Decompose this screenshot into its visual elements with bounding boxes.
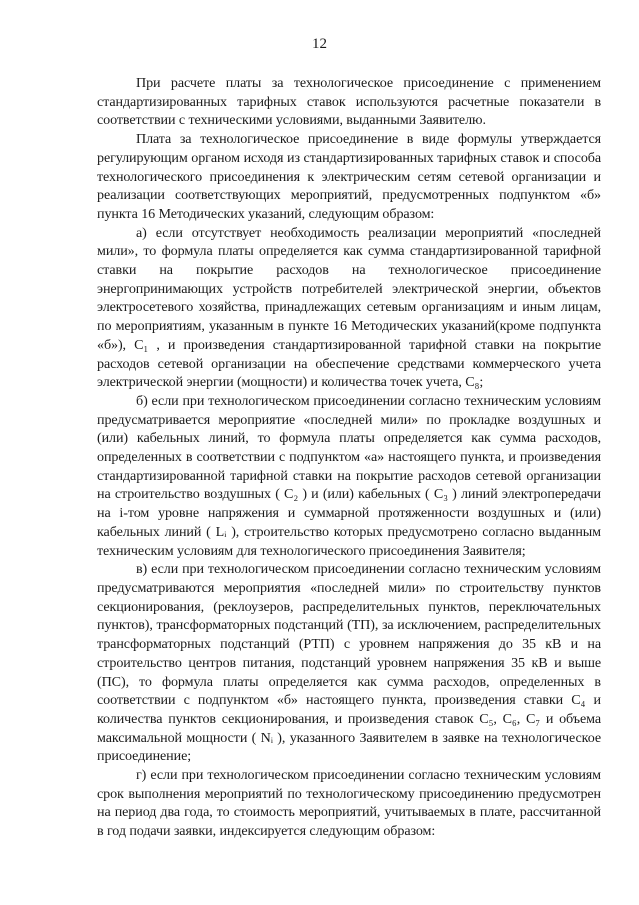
- document-body: [97, 74, 601, 841]
- paragraph-item-g: г) если при технологическом присоединении согласно техническим условиям срок выполнения мероприятий по технологическому присоединению предусмотрен на период два года, то стоимость мероприятий, учитываемых в плате, рассчитанной в год подачи заявки, индексируется следующим образом:: [97, 767, 601, 840]
- paragraph-item-a: а) если отсутствует необходимость реализации мероприятий «последней мили», то формула платы определяется как сумма стандартизированной тарифной ставки на покрытие расходов на технологическое присоединение энергопринимающих устройств потребителей электрической энергии, объектов электросетевого хозяйства, принадлежащих сетевым организациям и иным лицам, по мероприятиям, указанным в пункте 16 Методических указаний(кроме подпункта «б»), C₁ , и произведения стандартизированной тарифной ставки на покрытие расходов сетевой организации на обеспечение средствами коммерческого учета электрической энергии (мощности) и количества точек учета, C₈;: [97, 224, 601, 391]
- paragraph-intro: При расчете платы за технологическое присоединение с применением стандартизированных тарифных ставок используются расчетные показатели в соответствии с техническими условиями, выданными Заявителю.: [97, 75, 601, 129]
- page-number: 12: [312, 36, 327, 52]
- paragraph-item-b: б) если при технологическом присоединении согласно техническим условиям предусматривается мероприятие «последней мили» по прокладке воздушных и (или) кабельных линий, то формула платы определяется как сумма расходов, определенных в соответствии с подпунктом «а» настоящего пункта, и произведения стандартизированной тарифной ставки на покрытие расходов сетевой организации на строительство воздушных ( C₂ ) и (или) кабельных ( C₃ ) линий электропередачи на i-том уровне напряжения и суммарной протяженности воздушных и (или) кабельных линий ( Lᵢ ), строительство которых предусмотрено согласно выданным техническим условиям для технологического присоединения Заявителя;: [97, 392, 601, 559]
- paragraph-item-v: в) если при технологическом присоединении согласно техническим условиям предусматриваются мероприятия «последней мили» по строительству пунктов секционирования, (реклоузеров, распределительных пунктов, переключательных пунктов), трансформаторных подстанций (ТП), за исключением, распределительных трансформаторных подстанций (РТП) с уровнем напряжения до 35 кВ и на строительство центров питания, подстанций уровнем напряжения 35 кВ и выше (ПС), то формула платы определяется как сумма расходов, определенных в соответствии с подпунктом «б» настоящего пункта, произведения ставки C₄ и количества пунктов секционирования, и произведения ставок C₅, C₆, C₇ и объема максимальной мощности ( Nᵢ ), указанного Заявителем в заявке на технологическое присоединение;: [97, 561, 601, 765]
- paragraph-formula-basis: Плата за технологическое присоединение в виде формулы утверждается регулирующим органом исходя из стандартизированных тарифных ставок и способа технологического присоединения к электрическим сетям сетевой организации и реализации соответствующих мероприятий, предусмотренных подпунктом «б» пункта 16 Методических указаний, следующим образом:: [97, 131, 601, 222]
